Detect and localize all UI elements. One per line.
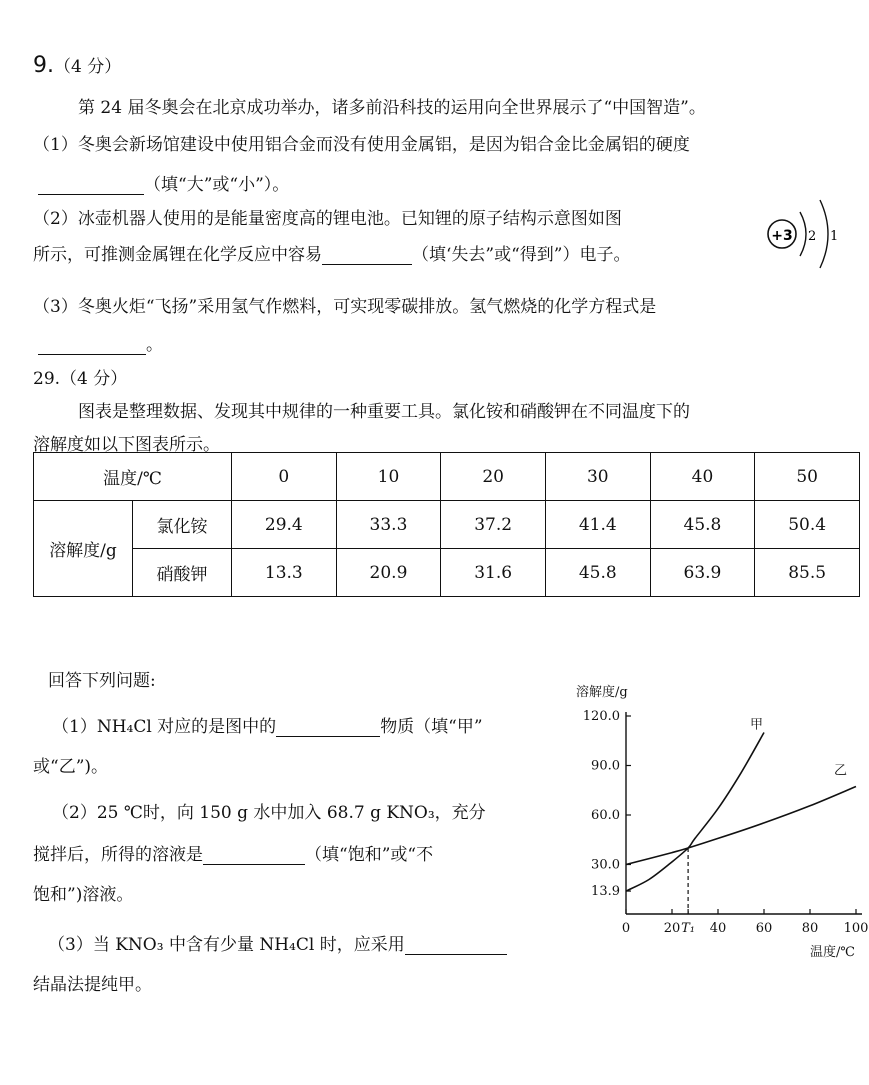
- lithium-atom-diagram: [766, 196, 839, 272]
- solubility-curve-chart: [568, 676, 868, 966]
- q29-sub1-suffix: 物质（填“甲”: [380, 717, 483, 737]
- table-value-cell: 13.3: [232, 549, 337, 597]
- q9-part2-answer-blank[interactable]: [322, 246, 412, 265]
- q29-sub2-line3: 饱和”)溶液。: [33, 885, 134, 905]
- q9-part1-hint: （填“大”或“小”）。: [144, 175, 290, 195]
- q9-part1-line2: [38, 170, 289, 195]
- q29-sub2-suffix: （填“饱和”或“不: [305, 845, 434, 865]
- q29-sub1-prefix: （1）NH₄Cl 对应的是图中的: [52, 717, 277, 737]
- table-value-cell: 50.4: [755, 501, 860, 549]
- x-tick-label: 40: [709, 921, 727, 936]
- table-group-label: 溶解度/g: [34, 501, 133, 597]
- x-tick-label: 20: [663, 921, 681, 936]
- y-tick-label: 13.9: [591, 884, 620, 900]
- q9-part3-text: （3）冬奥火炬“飞扬”采用氢气作燃料，可实现零碳排放。氢气燃烧的化学方程式是: [33, 297, 657, 317]
- q29-sub2-answer-blank[interactable]: [203, 846, 305, 865]
- x-tick-label: T₁: [681, 921, 696, 936]
- table-value-cell: 20.9: [336, 549, 441, 597]
- q9-part3-answer-blank[interactable]: [38, 336, 146, 355]
- x-tick-label: 80: [801, 921, 819, 936]
- series-yi-curve: [626, 787, 856, 865]
- x-tick-label: 0: [621, 921, 631, 936]
- q29-intro: 图表是整理数据、发现其中规律的一种重要工具。氯化铵和硝酸钾在不同温度下的: [78, 402, 690, 422]
- series-jia-curve: [626, 733, 764, 892]
- question-29-heading: 29.（4 分）: [33, 369, 128, 389]
- y-axis-label: 溶解度/g: [576, 685, 628, 700]
- q9-part2-hint: （填‘失去”或“得到”）电子。: [412, 245, 631, 265]
- y-tick-label: 30.0: [591, 857, 620, 873]
- question-9-heading: [33, 52, 121, 78]
- question-9-number: 9.: [33, 53, 54, 78]
- table-row-nh4cl: [34, 501, 860, 549]
- table-temp-cell: 50: [755, 453, 860, 501]
- q29-sub2-line1: （2）25 ℃时，向 150 g 水中加入 68.7 g KNO₃，充分: [52, 803, 486, 823]
- table-value-cell: 37.2: [441, 501, 546, 549]
- q9-part2-prefix: 所示，可推测金属锂在化学反应中容易: [33, 245, 322, 265]
- table-value-cell: 85.5: [755, 549, 860, 597]
- shell-2-electrons: 1: [830, 229, 839, 244]
- table-value-cell: 41.4: [545, 501, 650, 549]
- x-tick-label: 100: [843, 921, 869, 936]
- table-value-cell: 45.8: [650, 501, 755, 549]
- q29-sub3-answer-blank[interactable]: [405, 936, 507, 955]
- x-tick-label: 60: [755, 921, 773, 936]
- table-temp-cell: 20: [441, 453, 546, 501]
- electron-shell-2-arc: [820, 200, 828, 268]
- q9-part3-end: 。: [146, 335, 163, 355]
- table-header-temp: 温度/℃: [34, 453, 232, 501]
- q9-part2-line2: [33, 240, 630, 265]
- q29-sub1-line2: 或“乙”)。: [33, 757, 109, 777]
- q9-part1-answer-blank[interactable]: [38, 176, 144, 195]
- q29-sub3-line1: [48, 930, 507, 955]
- shell-1-electrons: 2: [808, 229, 817, 244]
- table-temp-cell: 10: [336, 453, 441, 501]
- q29-sub1-line1: [52, 712, 483, 737]
- x-axis-label: 温度/℃: [810, 945, 855, 960]
- table-substance-name: 氯化铵: [133, 501, 232, 549]
- answer-prompt: 回答下列问题:: [48, 671, 156, 691]
- q9-intro: 第 24 届冬奥会在北京成功举办，诸多前沿科技的运用向全世界展示了“中国智造”。: [78, 98, 706, 118]
- q29-intro-line2: 溶解度如以下图表所示。: [33, 435, 220, 455]
- table-substance-name: 硝酸钾: [133, 549, 232, 597]
- table-value-cell: 33.3: [336, 501, 441, 549]
- q9-part3-line2: [38, 330, 163, 355]
- y-tick-label: 120.0: [582, 709, 620, 724]
- table-header-row: [34, 453, 860, 501]
- solubility-table: [33, 452, 860, 597]
- q29-sub3-line2: 结晶法提纯甲。: [33, 975, 152, 995]
- y-tick-label: 60.0: [591, 808, 620, 823]
- table-value-cell: 45.8: [545, 549, 650, 597]
- table-temp-cell: 0: [232, 453, 337, 501]
- series-jia-label: 甲: [750, 717, 764, 733]
- table-temp-cell: 30: [545, 453, 650, 501]
- table-value-cell: 63.9: [650, 549, 755, 597]
- table-temp-cell: 40: [650, 453, 755, 501]
- q29-sub2-prefix: 搅拌后，所得的溶液是: [33, 845, 203, 865]
- q29-sub3-prefix: （3）当 KNO₃ 中含有少量 NH₄Cl 时，应采用: [48, 935, 405, 955]
- nucleus-charge: +3: [771, 228, 793, 244]
- table-row-kno3: [34, 549, 860, 597]
- q29-sub2-line2: [33, 840, 433, 865]
- table-value-cell: 29.4: [232, 501, 337, 549]
- question-9-points: （4 分）: [54, 57, 122, 77]
- q9-part1-text: （1）冬奥会新场馆建设中使用铝合金而没有使用金属铝，是因为铝合金比金属铝的硬度: [33, 135, 690, 155]
- electron-shell-1-arc: [800, 212, 806, 256]
- q9-part2-text: （2）冰壶机器人使用的是能量密度高的锂电池。已知锂的原子结构示意图如图: [33, 209, 622, 229]
- series-yi-label: 乙: [834, 763, 848, 779]
- table-value-cell: 31.6: [441, 549, 546, 597]
- q29-sub1-answer-blank[interactable]: [276, 718, 380, 737]
- y-tick-label: 90.0: [591, 758, 620, 774]
